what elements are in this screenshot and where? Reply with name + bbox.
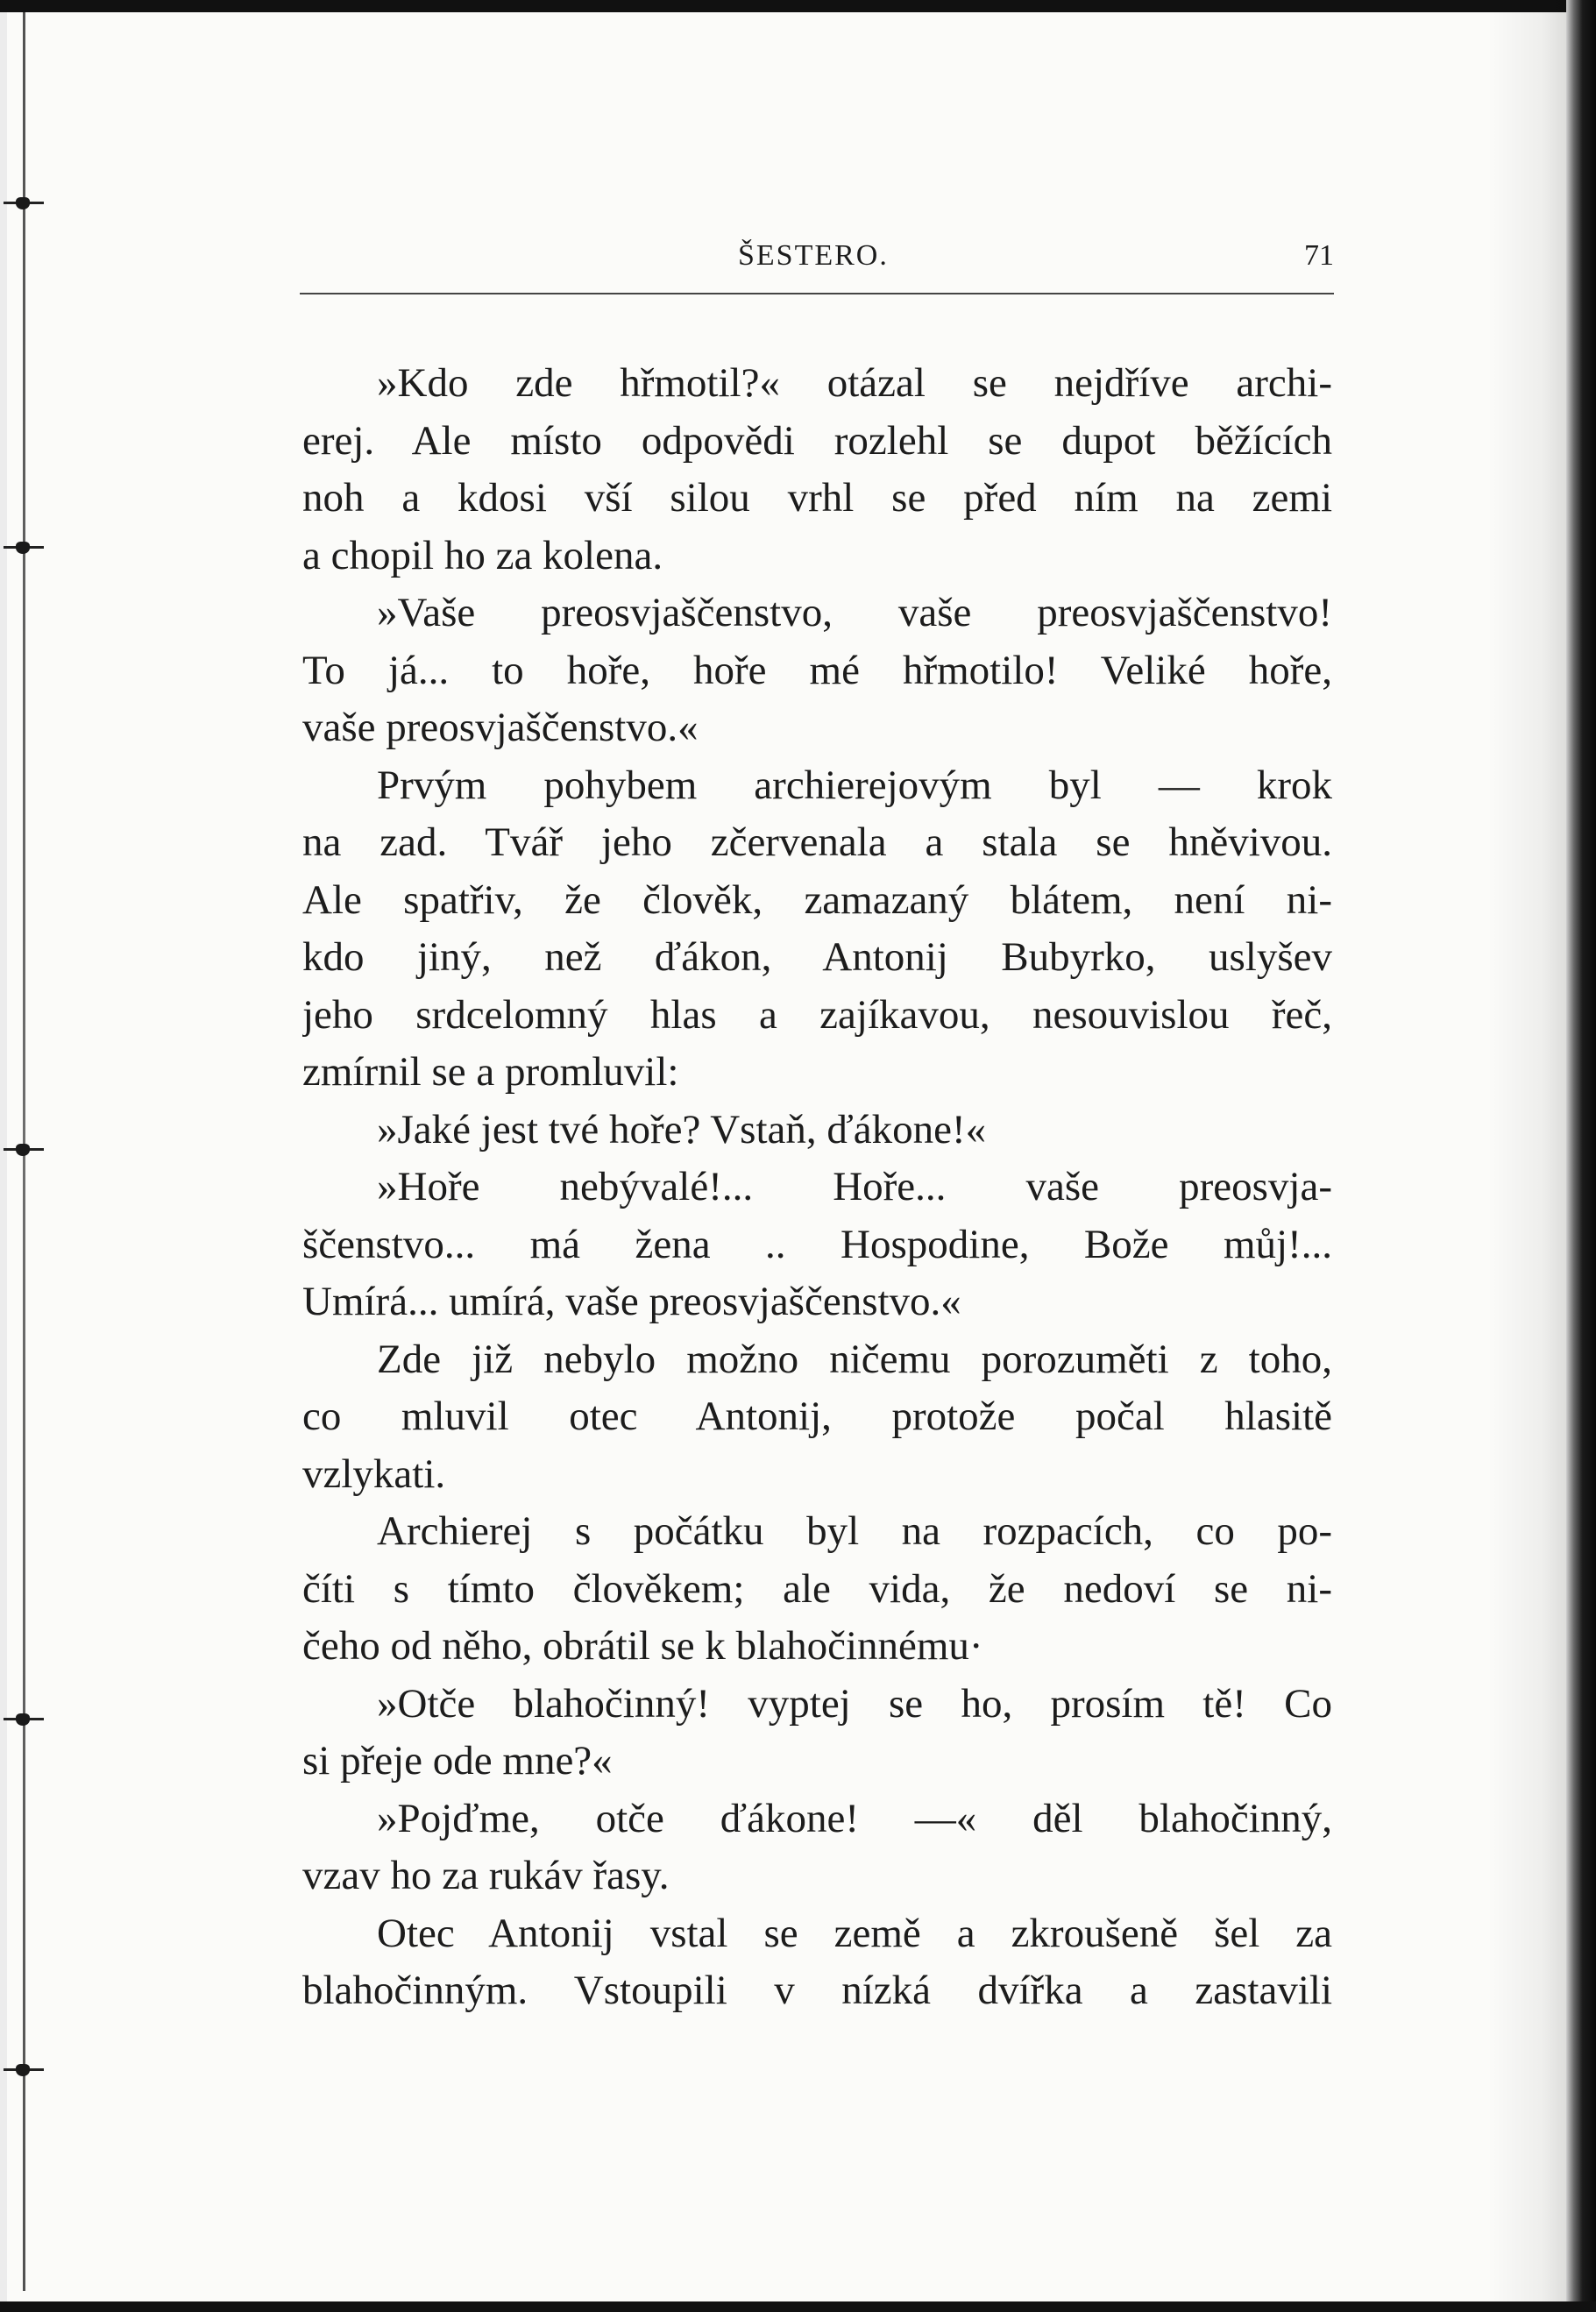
running-header — [300, 239, 1334, 292]
text-line: To já... to hoře, hoře mé hřmotilo! Veliké hoře, — [302, 647, 1332, 693]
text-line: »Kdo zde hřmotil?« otázal se nejdříve archi- — [377, 360, 1332, 406]
binding-stitch — [4, 1144, 44, 1154]
text-line: Otec Antonij vstal se země a zkroušeně šel za — [377, 1910, 1332, 1956]
header-rule — [300, 293, 1334, 294]
text-line: noh a kdosi vší silou vrhl se před ním na zemi — [302, 475, 1332, 521]
text-line: a chopil ho za kolena. — [302, 532, 663, 578]
text-line: na zad. Tvář jeho zčervenala a stala se hněvivou. — [302, 819, 1332, 865]
binding-stitch — [4, 197, 44, 208]
text-line: si přeje ode mne?« — [302, 1738, 613, 1784]
text-line: Archierej s počátku byl na rozpacích, co po- — [377, 1508, 1332, 1554]
text-line: erej. Ale místo odpovědi rozlehl se dupot běžících — [302, 417, 1332, 464]
scan-right-edge — [1566, 0, 1596, 2312]
text-line: vaše preosvjaščenstvo.« — [302, 705, 699, 750]
text-line: Zde již nebylo možno ničemu porozuměti z toho, — [377, 1336, 1332, 1382]
text-line: Umírá... umírá, vaše preosvjaščenstvo.« — [302, 1279, 961, 1324]
text-line: »Otče blahočinný! vyptej se ho, prosím tě! Co — [377, 1680, 1332, 1727]
text-line: »Vaše preosvjaščenstvo, vaše preosvjaščenstvo! — [377, 590, 1332, 635]
text-line: čeho od něho, obrátil se k blahočinnému· — [302, 1623, 983, 1669]
text-line: číti s tímto člověkem; ale vida, že nedoví se ni- — [302, 1565, 1332, 1612]
text-line: blahočinným. Vstoupili v nízká dvířka a zastavili — [302, 1968, 1332, 2013]
scan-top-edge — [0, 0, 1596, 12]
text-line: jeho srdcelomný hlas a zajíkavou, nesouvislou řeč, — [302, 991, 1332, 1038]
text-line: ščenstvo... má žena .. Hospodine, Bože můj!... — [302, 1221, 1332, 1267]
text-line: Ale spatřiv, že člověk, zamazaný blátem, není ni- — [302, 876, 1332, 923]
running-title: ŠESTERO. — [738, 239, 889, 272]
text-line: »Hoře nebývalé!... Hoře... vaše preosvja- — [377, 1164, 1332, 1209]
page-gutter-shadow — [1487, 0, 1566, 2312]
binding-stitch — [4, 542, 44, 552]
text-line: »Jaké jest tvé hoře? Vstaň, ďákone!« — [377, 1106, 987, 1152]
text-line: Prvým pohybem archierejovým byl — krok — [377, 762, 1332, 808]
binding-stitch — [4, 1713, 44, 1724]
text-line: vzlykati. — [302, 1450, 446, 1497]
scan-bottom-edge — [0, 2301, 1596, 2312]
text-line: zmírnil se a promluvil: — [302, 1049, 679, 1095]
binding-stitch — [4, 2064, 44, 2074]
text-line: vzav ho za rukáv řasy. — [302, 1853, 670, 1898]
text-line: »Pojďme, otče ďákone! —« děl blahočinný, — [377, 1795, 1332, 1841]
text-line: co mluvil otec Antonij, protože počal hlasitě — [302, 1394, 1332, 1439]
text-line: kdo jiný, než ďákon, Antonij Bubyrko, uslyšev — [302, 934, 1332, 980]
scan-left-edge — [0, 0, 7, 2312]
page-number: 71 — [1304, 239, 1334, 272]
body-text — [302, 355, 1332, 2020]
